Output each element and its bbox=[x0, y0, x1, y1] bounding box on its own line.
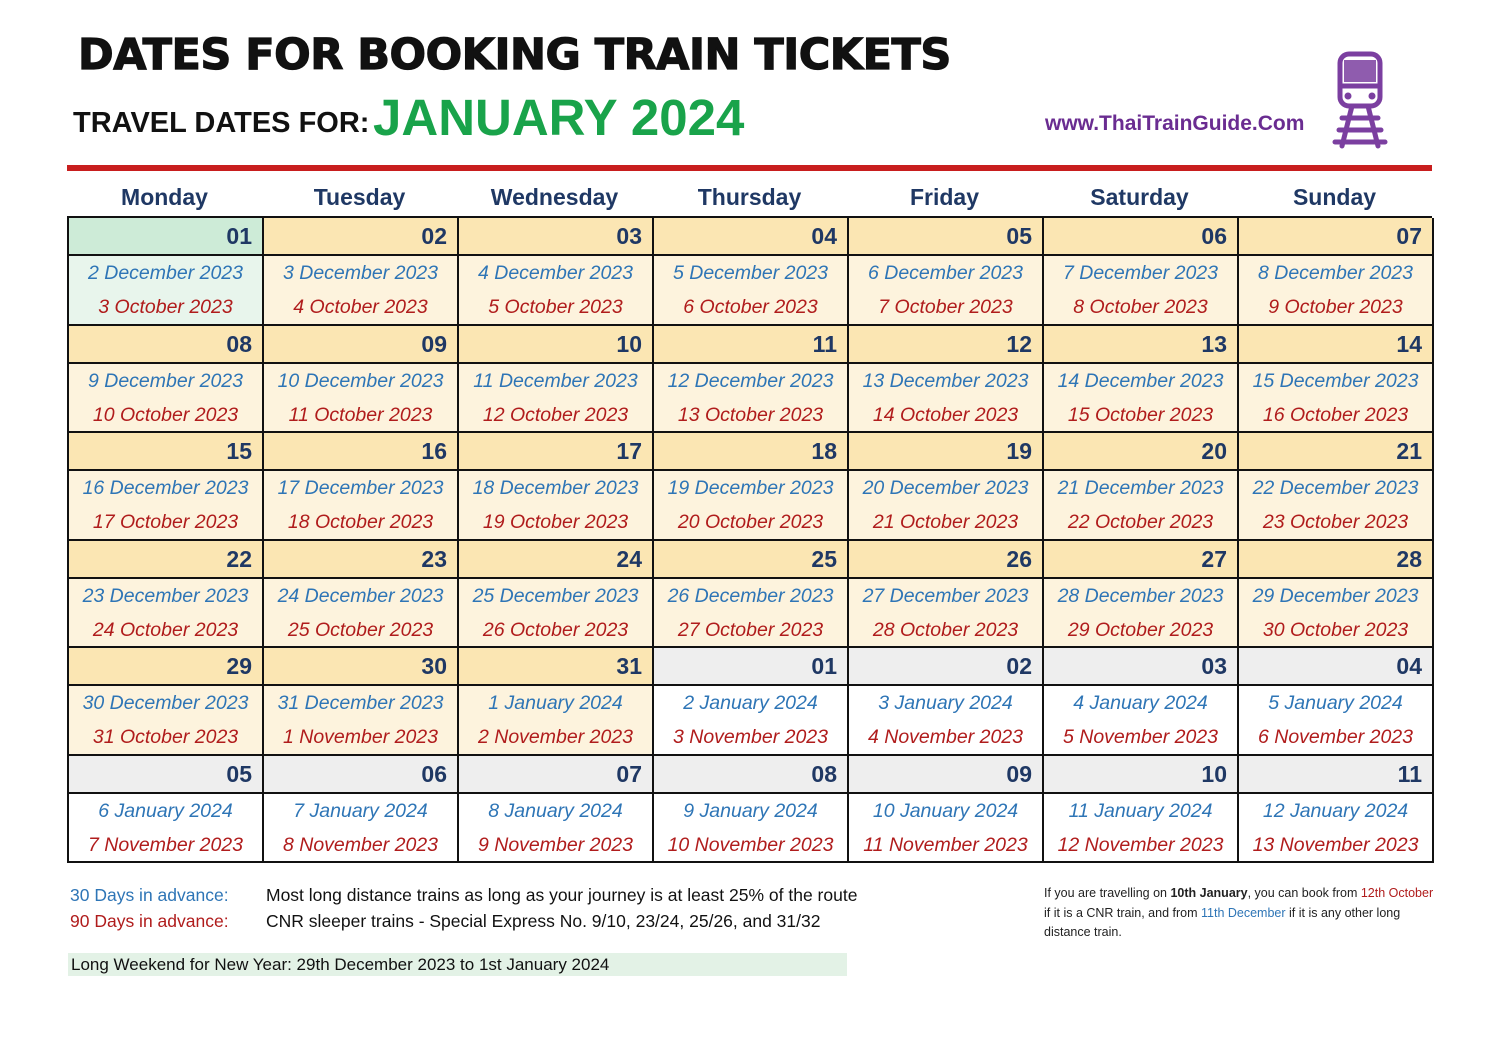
thirty-day-booking-date: 6 January 2024 bbox=[98, 799, 233, 822]
ninety-day-booking-date: 28 October 2023 bbox=[872, 618, 1019, 641]
page-title: DATES FOR BOOKING TRAIN TICKETS bbox=[78, 30, 951, 80]
calendar-cell bbox=[459, 541, 654, 649]
calendar-cell bbox=[69, 756, 264, 864]
calendar-cell bbox=[1239, 648, 1434, 756]
ninety-day-booking-date: 6 November 2023 bbox=[1257, 726, 1413, 748]
note-text-2: , you can book from bbox=[1247, 886, 1361, 900]
date-number: 09 bbox=[849, 756, 1042, 794]
date-number: 11 bbox=[654, 326, 847, 364]
ninety-day-booking-date: 19 October 2023 bbox=[482, 511, 629, 533]
thirty-day-booking-date: 18 December 2023 bbox=[472, 477, 639, 499]
date-number: 22 bbox=[69, 541, 262, 579]
thirty-day-booking-date: 15 December 2023 bbox=[1252, 369, 1419, 392]
weekday-friday: Friday bbox=[909, 184, 980, 210]
ninety-day-booking-date: 13 November 2023 bbox=[1252, 833, 1419, 856]
thirty-day-booking-date: 14 December 2023 bbox=[1057, 369, 1224, 392]
date-number: 24 bbox=[459, 541, 652, 579]
ninety-day-booking-date: 8 November 2023 bbox=[282, 833, 438, 856]
thirty-day-booking-date: 27 December 2023 bbox=[862, 584, 1029, 607]
calendar-cell bbox=[459, 433, 654, 541]
calendar-cell bbox=[69, 326, 264, 434]
date-number: 23 bbox=[264, 541, 457, 579]
calendar-cell bbox=[264, 326, 459, 434]
note-text-3: if it is a CNR train, and from bbox=[1044, 905, 1201, 920]
thirty-day-booking-date: 31 December 2023 bbox=[277, 692, 444, 714]
note-text-4: if it is any other long distance train. bbox=[1044, 905, 1401, 939]
calendar-cell bbox=[654, 218, 849, 326]
date-number: 16 bbox=[264, 433, 457, 471]
calendar-cell bbox=[1044, 433, 1239, 541]
thirty-day-booking-date: 3 December 2023 bbox=[282, 262, 438, 284]
calendar-cell bbox=[849, 756, 1044, 864]
thirty-day-booking-date: 28 December 2023 bbox=[1057, 584, 1224, 607]
calendar-cell bbox=[1044, 541, 1239, 649]
calendar-cell bbox=[459, 648, 654, 756]
thirty-day-booking-date: 2 December 2023 bbox=[87, 262, 243, 284]
thirty-day-booking-date: 10 December 2023 bbox=[277, 369, 444, 392]
ninety-day-booking-date: 4 November 2023 bbox=[867, 726, 1023, 748]
date-number: 04 bbox=[654, 218, 847, 256]
website-link[interactable]: www.ThaiTrainGuide.Com bbox=[1045, 112, 1305, 135]
calendar-cell bbox=[1239, 541, 1434, 649]
date-number: 07 bbox=[459, 756, 652, 794]
date-number: 10 bbox=[1044, 756, 1237, 794]
thirty-day-booking-date: 11 December 2023 bbox=[473, 369, 638, 392]
thirty-day-booking-date: 7 January 2024 bbox=[293, 799, 428, 822]
thirty-day-booking-date: 20 December 2023 bbox=[862, 477, 1029, 499]
thirty-day-booking-date: 11 January 2024 bbox=[1068, 799, 1213, 822]
date-number: 10 bbox=[459, 326, 652, 364]
ninety-day-booking-date: 5 November 2023 bbox=[1062, 726, 1218, 748]
thirty-day-booking-date: 29 December 2023 bbox=[1252, 584, 1419, 607]
thirty-day-booking-date: 17 December 2023 bbox=[277, 477, 444, 499]
legend-30-label: 30 Days in advance: bbox=[70, 885, 229, 905]
calendar-cell bbox=[264, 541, 459, 649]
calendar-cell bbox=[69, 648, 264, 756]
calendar-cell bbox=[849, 433, 1044, 541]
date-number: 13 bbox=[1044, 326, 1237, 364]
ninety-day-booking-date: 11 October 2023 bbox=[288, 403, 433, 426]
calendar-cell bbox=[1239, 433, 1434, 541]
header-divider bbox=[67, 165, 1432, 171]
ninety-day-booking-date: 10 November 2023 bbox=[667, 833, 834, 856]
weekday-tuesday: Tuesday bbox=[313, 184, 406, 210]
ninety-day-booking-date: 6 October 2023 bbox=[683, 296, 818, 318]
calendar-cell bbox=[1239, 218, 1434, 326]
thirty-day-booking-date: 1 January 2024 bbox=[488, 692, 623, 714]
thirty-day-booking-date: 30 December 2023 bbox=[82, 692, 249, 714]
weekday-wednesday: Wednesday bbox=[490, 184, 619, 210]
ninety-day-booking-date: 26 October 2023 bbox=[482, 618, 629, 641]
weekday-thursday: Thursday bbox=[697, 184, 802, 210]
date-number: 31 bbox=[459, 648, 652, 686]
date-number: 05 bbox=[849, 218, 1042, 256]
calendar-cell bbox=[264, 756, 459, 864]
thirty-day-booking-date: 13 December 2023 bbox=[862, 369, 1029, 392]
thirty-day-booking-date: 9 December 2023 bbox=[87, 369, 243, 392]
calendar bbox=[67, 180, 1432, 863]
thirty-day-booking-date: 25 December 2023 bbox=[472, 584, 639, 607]
ninety-day-booking-date: 8 October 2023 bbox=[1073, 296, 1208, 318]
date-number: 12 bbox=[849, 326, 1042, 364]
thirty-day-booking-date: 5 December 2023 bbox=[672, 262, 828, 284]
example-note bbox=[1044, 884, 1434, 943]
ninety-day-booking-date: 29 October 2023 bbox=[1067, 618, 1214, 641]
thirty-day-booking-date: 4 January 2024 bbox=[1073, 692, 1208, 714]
ninety-day-booking-date: 27 October 2023 bbox=[677, 618, 824, 641]
legend-30-text: Most long distance trains as long as your journey is at least 25% of the route bbox=[266, 885, 858, 905]
ninety-day-booking-date: 3 October 2023 bbox=[98, 296, 233, 318]
ninety-day-booking-date: 25 October 2023 bbox=[287, 618, 434, 641]
date-number: 17 bbox=[459, 433, 652, 471]
calendar-cell bbox=[264, 433, 459, 541]
date-number: 28 bbox=[1239, 541, 1432, 579]
date-number: 25 bbox=[654, 541, 847, 579]
date-number: 04 bbox=[1239, 648, 1432, 686]
thirty-day-booking-date: 8 December 2023 bbox=[1257, 262, 1413, 284]
ninety-day-booking-date: 12 October 2023 bbox=[482, 403, 629, 426]
thirty-day-booking-date: 3 January 2024 bbox=[878, 692, 1013, 714]
ninety-day-booking-date: 24 October 2023 bbox=[92, 618, 239, 641]
calendar-cell bbox=[849, 648, 1044, 756]
calendar-cell bbox=[69, 433, 264, 541]
calendar-cell bbox=[264, 648, 459, 756]
date-number: 14 bbox=[1239, 326, 1432, 364]
ninety-day-booking-date: 20 October 2023 bbox=[677, 511, 824, 533]
calendar-cell bbox=[654, 541, 849, 649]
thirty-day-booking-date: 6 December 2023 bbox=[867, 262, 1023, 284]
date-number: 11 bbox=[1239, 756, 1432, 794]
ninety-day-booking-date: 15 October 2023 bbox=[1067, 403, 1214, 426]
date-number: 03 bbox=[1044, 648, 1237, 686]
calendar-cell bbox=[849, 541, 1044, 649]
thirty-day-booking-date: 26 December 2023 bbox=[667, 584, 834, 607]
ninety-day-booking-date: 30 October 2023 bbox=[1262, 618, 1409, 641]
calendar-cell bbox=[459, 218, 654, 326]
date-number: 26 bbox=[849, 541, 1042, 579]
date-number: 19 bbox=[849, 433, 1042, 471]
ninety-day-booking-date: 9 October 2023 bbox=[1268, 296, 1403, 318]
date-number: 15 bbox=[69, 433, 262, 471]
calendar-cell bbox=[459, 756, 654, 864]
calendar-cell bbox=[1044, 218, 1239, 326]
month-heading: JANUARY 2024 bbox=[373, 89, 745, 146]
ninety-day-booking-date: 2 November 2023 bbox=[477, 726, 633, 748]
ninety-day-booking-date: 14 October 2023 bbox=[872, 403, 1019, 426]
ninety-day-booking-date: 4 October 2023 bbox=[293, 296, 428, 318]
thirty-day-booking-date: 4 December 2023 bbox=[477, 262, 633, 284]
thirty-day-booking-date: 22 December 2023 bbox=[1252, 477, 1419, 499]
thirty-day-booking-date: 23 December 2023 bbox=[82, 584, 249, 607]
ninety-day-booking-date: 7 October 2023 bbox=[878, 296, 1013, 318]
legend-90-label: 90 Days in advance: bbox=[70, 911, 229, 931]
ninety-day-booking-date: 3 November 2023 bbox=[672, 726, 828, 748]
weekday-sunday: Sunday bbox=[1292, 184, 1377, 210]
note-other-date: 11th December bbox=[1201, 905, 1286, 920]
travel-dates-label: TRAVEL DATES FOR: bbox=[73, 107, 370, 139]
calendar-grid bbox=[67, 216, 1432, 863]
thirty-day-booking-date: 8 January 2024 bbox=[488, 799, 623, 822]
date-number: 09 bbox=[264, 326, 457, 364]
thirty-day-booking-date: 2 January 2024 bbox=[683, 692, 818, 714]
date-number: 05 bbox=[69, 756, 262, 794]
calendar-cell bbox=[1044, 648, 1239, 756]
calendar-cell bbox=[1044, 326, 1239, 434]
date-number: 21 bbox=[1239, 433, 1432, 471]
ninety-day-booking-date: 16 October 2023 bbox=[1262, 403, 1409, 426]
date-number: 08 bbox=[69, 326, 262, 364]
ninety-day-booking-date: 31 October 2023 bbox=[92, 726, 239, 748]
date-number: 01 bbox=[654, 648, 847, 686]
calendar-cell bbox=[1044, 756, 1239, 864]
calendar-cell bbox=[69, 541, 264, 649]
calendar-cell bbox=[849, 326, 1044, 434]
date-number: 29 bbox=[69, 648, 262, 686]
ninety-day-booking-date: 17 October 2023 bbox=[92, 511, 239, 533]
ninety-day-booking-date: 10 October 2023 bbox=[92, 403, 239, 426]
calendar-cell bbox=[654, 433, 849, 541]
date-number: 06 bbox=[1044, 218, 1237, 256]
ninety-day-booking-date: 23 October 2023 bbox=[1262, 511, 1409, 533]
calendar-cell bbox=[654, 648, 849, 756]
note-text-1: If you are travelling on bbox=[1044, 886, 1171, 900]
weekday-monday: Monday bbox=[121, 184, 208, 210]
calendar-cell bbox=[849, 218, 1044, 326]
calendar-cell bbox=[459, 326, 654, 434]
ninety-day-booking-date: 13 October 2023 bbox=[677, 403, 824, 426]
date-number: 02 bbox=[264, 218, 457, 256]
ninety-day-booking-date: 1 November 2023 bbox=[282, 726, 438, 748]
long-weekend-note: Long Weekend for New Year: 29th December 2023 to 1st January 2024 bbox=[68, 953, 847, 976]
thirty-day-booking-date: 12 January 2024 bbox=[1262, 799, 1409, 822]
date-number: 01 bbox=[69, 218, 262, 256]
legend-90-text: CNR sleeper trains - Special Express No. 9/10, 23/24, 25/26, and 31/32 bbox=[266, 911, 821, 931]
calendar-cell bbox=[1239, 326, 1434, 434]
date-number: 07 bbox=[1239, 218, 1432, 256]
calendar-cell bbox=[654, 756, 849, 864]
ninety-day-booking-date: 12 November 2023 bbox=[1057, 833, 1224, 856]
calendar-cell bbox=[654, 326, 849, 434]
thirty-day-booking-date: 21 December 2023 bbox=[1057, 477, 1224, 499]
thirty-day-booking-date: 7 December 2023 bbox=[1062, 262, 1218, 284]
calendar-cell bbox=[264, 218, 459, 326]
thirty-day-booking-date: 19 December 2023 bbox=[667, 477, 834, 499]
ninety-day-booking-date: 7 November 2023 bbox=[87, 833, 243, 856]
date-number: 02 bbox=[849, 648, 1042, 686]
note-travel-date: 10th January bbox=[1170, 886, 1248, 900]
ninety-day-booking-date: 11 November 2023 bbox=[863, 833, 1028, 856]
note-cnr-date: 12th October bbox=[1360, 886, 1434, 900]
ninety-day-booking-date: 5 October 2023 bbox=[488, 296, 623, 318]
thirty-day-booking-date: 10 January 2024 bbox=[872, 799, 1019, 822]
date-number: 30 bbox=[264, 648, 457, 686]
date-number: 06 bbox=[264, 756, 457, 794]
thirty-day-booking-date: 16 December 2023 bbox=[82, 477, 249, 499]
date-number: 27 bbox=[1044, 541, 1237, 579]
calendar-cell bbox=[1239, 756, 1434, 864]
date-number: 03 bbox=[459, 218, 652, 256]
date-number: 18 bbox=[654, 433, 847, 471]
ninety-day-booking-date: 21 October 2023 bbox=[872, 511, 1019, 533]
weekday-saturday: Saturday bbox=[1090, 184, 1189, 210]
ninety-day-booking-date: 18 October 2023 bbox=[287, 511, 434, 533]
ninety-day-booking-date: 22 October 2023 bbox=[1067, 511, 1214, 533]
thirty-day-booking-date: 24 December 2023 bbox=[277, 584, 444, 607]
calendar-cell bbox=[69, 218, 264, 326]
thirty-day-booking-date: 5 January 2024 bbox=[1268, 692, 1403, 714]
thirty-day-booking-date: 12 December 2023 bbox=[667, 369, 834, 392]
thirty-day-booking-date: 9 January 2024 bbox=[683, 799, 818, 822]
ninety-day-booking-date: 9 November 2023 bbox=[477, 833, 633, 856]
weekday-header bbox=[67, 180, 1432, 216]
date-number: 20 bbox=[1044, 433, 1237, 471]
date-number: 08 bbox=[654, 756, 847, 794]
train-rail-icon bbox=[1330, 50, 1392, 150]
